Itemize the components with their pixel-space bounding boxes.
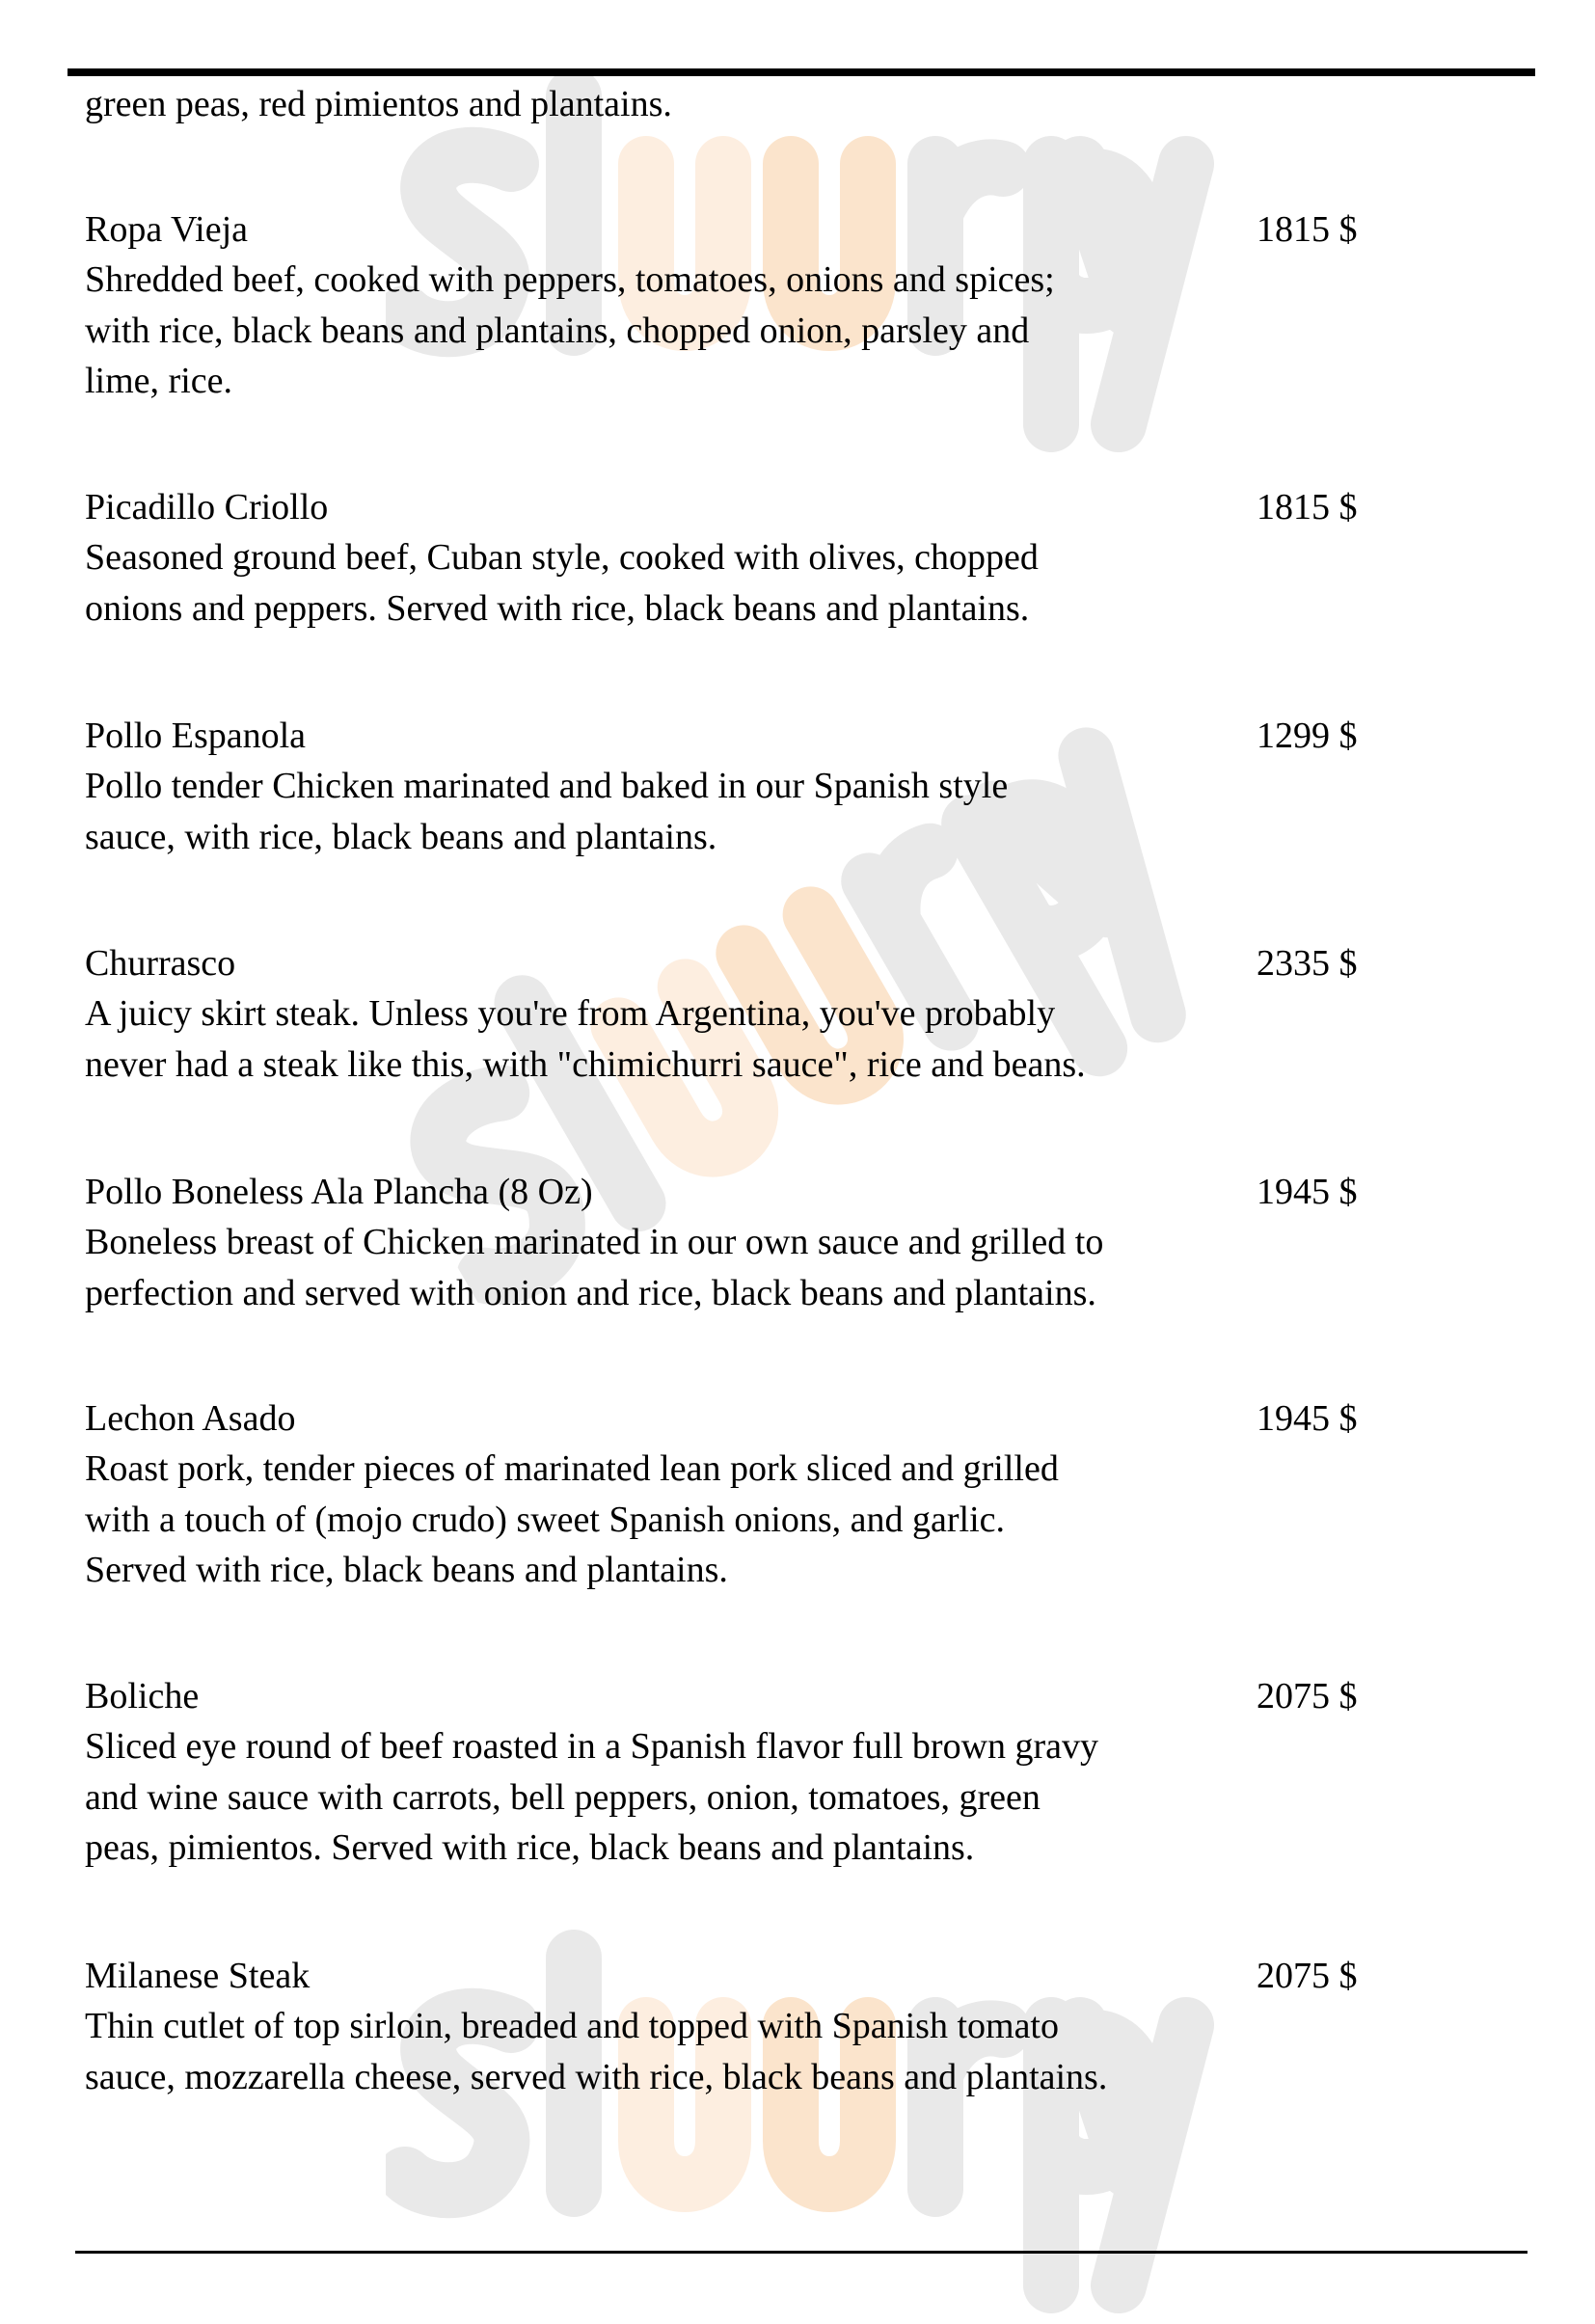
item-description-line: Roast pork, tender pieces of marinated lean pork sliced and grilled: [85, 1448, 1059, 1489]
menu-item: [85, 1951, 1531, 2102]
item-description-line: never had a steak like this, with "chimichurri sauce", rice and beans.: [85, 1043, 1086, 1085]
item-description-line: Sliced eye round of beef roasted in a Spanish flavor full brown gravy: [85, 1726, 1099, 1767]
item-name: Lechon Asado: [85, 1398, 296, 1439]
item-description-line: sauce, with rice, black beans and plantains.: [85, 816, 717, 857]
item-price: 1945 $: [1257, 1398, 1358, 1439]
menu-item: [85, 1393, 1531, 1596]
item-description-line: lime, rice.: [85, 361, 232, 401]
item-price: 2075 $: [1257, 1676, 1358, 1716]
item-price: 1299 $: [1257, 716, 1358, 756]
item-name: Boliche: [85, 1676, 200, 1716]
top-rule: [68, 68, 1535, 76]
item-description-line: and wine sauce with carrots, bell peppers, onion, tomatoes, green: [85, 1776, 1041, 1818]
item-price: 1815 $: [1257, 487, 1358, 527]
item-description-line: Served with rice, black beans and plantains.: [85, 1550, 728, 1590]
item-description-line: Shredded beef, cooked with peppers, tomatoes, onions and spices;: [85, 259, 1055, 300]
item-description-line: peas, pimientos. Served with rice, black beans and plantains.: [85, 1827, 975, 1868]
item-description-line: Seasoned ground beef, Cuban style, cooked with olives, chopped: [85, 537, 1039, 578]
item-name: Churrasco: [85, 943, 236, 984]
item-description-line: A juicy skirt steak. Unless you're from Argentina, you've probably: [85, 993, 1056, 1034]
bottom-rule: [75, 2251, 1527, 2254]
menu-item: [85, 938, 1531, 1090]
item-name: Ropa Vieja: [85, 209, 249, 250]
item-description-line: Boneless breast of Chicken marinated in our own sauce and grilled to: [85, 1222, 1104, 1262]
item-description-line: with a touch of (mojo crudo) sweet Spanish onions, and garlic.: [85, 1499, 1006, 1540]
item-price: 2335 $: [1257, 943, 1358, 984]
item-price: 2075 $: [1257, 1956, 1358, 1996]
item-description-line: sauce, mozzarella cheese, served with rice, black beans and plantains.: [85, 2056, 1108, 2097]
item-price: 1945 $: [1257, 1172, 1358, 1212]
continued-description: green peas, red pimientos and plantains.: [85, 84, 672, 124]
menu-item: [85, 1671, 1531, 1874]
menu-item: [85, 482, 1531, 634]
item-description-line: perfection and served with onion and rice, black beans and plantains.: [85, 1272, 1096, 1313]
item-price: 1815 $: [1257, 209, 1358, 250]
item-name: Milanese Steak: [85, 1956, 311, 1996]
menu-item: [85, 711, 1531, 862]
item-description-line: Thin cutlet of top sirloin, breaded and topped with Spanish tomato: [85, 2006, 1059, 2046]
item-description-line: Pollo tender Chicken marinated and baked in our Spanish style: [85, 766, 1009, 806]
item-name: Picadillo Criollo: [85, 487, 329, 527]
item-name: Pollo Espanola: [85, 716, 307, 756]
item-name: Pollo Boneless Ala Plancha (8 Oz): [85, 1172, 593, 1212]
item-description-line: onions and peppers. Served with rice, black beans and plantains.: [85, 587, 1030, 629]
item-description-line: with rice, black beans and plantains, chopped onion, parsley and: [85, 310, 1030, 351]
menu-item: [85, 1167, 1531, 1318]
menu-item: [85, 204, 1531, 407]
